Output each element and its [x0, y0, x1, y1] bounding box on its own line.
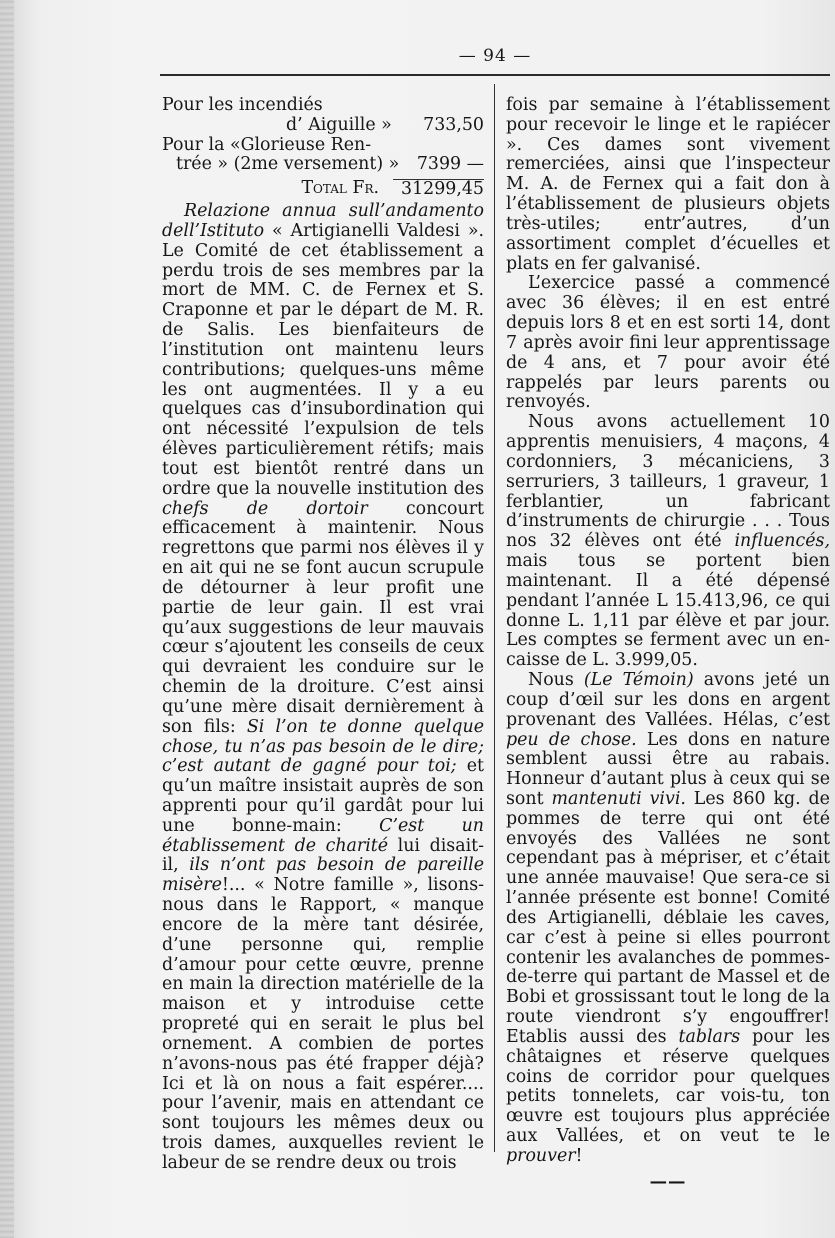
italic-run: ils n’ont pas besoin de pareille misère [162, 855, 484, 896]
paragraph-temoin [506, 671, 830, 1167]
total-value: 31299,45 [393, 179, 484, 200]
text-run: mais tous se portent bien maintenant. Il a été dépensé pendant l’année L 15.413,96, ce qui donne L. 1,11 par élève et par jour. Les comptes se ferment avec un en-caisse de L. 3.999,05. [506, 551, 830, 671]
donation-1-amount: 733,50 [423, 114, 484, 135]
italic-run: (Le Témoin) [583, 670, 694, 691]
text-run: avons jeté un coup d’œil sur les dons en argent provenant des Vallées. Hélas, c’est [506, 670, 830, 730]
header-rule [160, 74, 830, 76]
column-divider [494, 84, 495, 1152]
text-run: et qu’un maître insistait auprès de son apprenti pour qu’il gardât pour lui une bonne-main: [162, 756, 485, 836]
paragraph-exercise: L’exercice passé a commencé avec 36 élèves; il en est entré depuis lors 8 et en est sorti 14, dont 7 après avoir fini leur apprentissage de 4 ans, et 7 pour avoir été rappelés par leurs parents ou renvoyés. [506, 273, 830, 413]
left-column [162, 96, 484, 1174]
text-run: ! [575, 1145, 583, 1166]
donation-1-sublabel: d’ Aiguille » [286, 114, 392, 135]
italic-run: Si l’on te donne quelque chose, tu n’as pas besoin de le dire; c’est autant de gagné pour toi; [162, 716, 484, 777]
text-run: Nous avons actuellement 10 apprentis menuisiers, 4 maçons, 4 cordonniers, 3 mécaniciens, 3 serruriers, 3 tailleurs, 1 graveur, 1 ferblantier, un fabricant d’instruments de chirurgie . . . Tous nos 32 élèves ont été [506, 412, 830, 552]
total-label: Total Fr. [301, 178, 380, 199]
report-paragraph [162, 202, 484, 1174]
italic-run: tablars [678, 1026, 741, 1047]
binding-gutter [0, 0, 14, 1238]
total-row [162, 179, 484, 200]
donation-1-label: Pour les incendiés [162, 95, 323, 115]
italic-run: C’est un établissement de charité [162, 815, 484, 856]
donation-2-sublabel: trée » (2me versement) » [176, 154, 400, 175]
text-run: Les dons en nature semblent aussi être au rabais. Honneur d’autant plus à ceux qui se sont [506, 729, 830, 809]
donation-1-row [162, 116, 484, 136]
page-number: — 94 — [458, 46, 532, 66]
italic-run: mantenuti vivi. [551, 788, 686, 809]
text-run: pour les châtaignes et réserve quelques coins de corridor pour quelques petits tonnelets, car vois-tu, ton œuvre est toujours plus appréciée aux Vallées, et on veut te le [506, 1026, 830, 1147]
report-title: Relazione annua sull’andamento dell’Istituto [162, 201, 484, 241]
text-run: Nous [528, 670, 584, 691]
donation-2-amount: 7399 — [416, 154, 484, 175]
text-run: Les 860 kg. de pommes de terre qui ont été envoyés des Vallées ne sont cependant pas à mépriser, et c’était une année mauvaise! Que sera-ce si l’année présente est bonne! Comité des Artigianelli, déblaie les caves, car c’est à peine si elles pourront contenir les avalanches de pommes-de-terre qui partant de Massel et de Bobi et grossissant tout le long de la route viendront s’y engouffrer! Etablis aussi des [506, 788, 830, 1047]
italic-run: influencés, [734, 531, 830, 552]
donation-2-label: Pour la «Glorieuse Ren- [162, 134, 372, 155]
text-run: concourt efficacement à maintenir. Nous regrettons que parmi nos élèves il y en ait qui ne se font aucun scrupule de détourner à leur profit une partie de leur gain. Il est vrai qu’aux suggestions de leur mauvais cœur s’ajoutent les conseils de ceux qui devraient les conduire sur le chemin de la droiture. C’est ainsi qu’une mère disait dernièrement à son fils: [162, 498, 484, 737]
italic-run: prouver [506, 1145, 576, 1166]
italic-run: chefs de dortoir [162, 498, 368, 519]
paragraph-apprentices [506, 413, 830, 671]
text-run: lui disait-il, [162, 835, 484, 876]
paragraph-continued: fois par semaine à l’établissement pour recevoir le linge et le rapiécer ». Ces dames sont vivement remerciées, ainsi que l’inspecteur M. A. de Fernex qui a fait don à l’établissement de plusieurs objets très-utiles; entr’autres, d’un assortiment complet d’écuelles et plats en fer galvanisé. [506, 95, 830, 274]
donation-list [162, 96, 484, 200]
text-run: « Artigianelli Valdesi ». Le Comité de cet établissement a perdu trois de ses membres par la mort de MM. C. de Fernex et S. Craponne et par le départ de M. R. de Salis. Les bienfaiteurs de l’institution ont maintenu leurs contributions; quelques-uns même les ont augmentées. Il y a eu quelques cas d’insubordination qui ont nécessité l’expulsion de tels élèves particulièrement rétifs; mais tout est bientôt rentré dans un ordre que la nouvelle institution des [162, 220, 484, 499]
text-run: !... « Notre famille », lisons-nous dans le Rapport, « manque encore de la mère tant désirée, d’une personne qui, remplie d’amour pour cette œuvre, prenne en main la direction matérielle de la maison et y introduise cette propreté qui en serait le plus bel ornement. A combien de portes n’avons-nous pas été frapper déjà? Ici et là on nous a fait espérer.... pour l’avenir, mais en attendant ce sont toujours les mêmes deux ou trois dames, auxquelles revient le labeur de se rendre deux ou trois [162, 875, 484, 1173]
donation-2-row [162, 155, 484, 175]
italic-run: peu de chose. [506, 729, 637, 750]
right-column [506, 96, 830, 1193]
end-mark: —— [649, 1171, 687, 1192]
